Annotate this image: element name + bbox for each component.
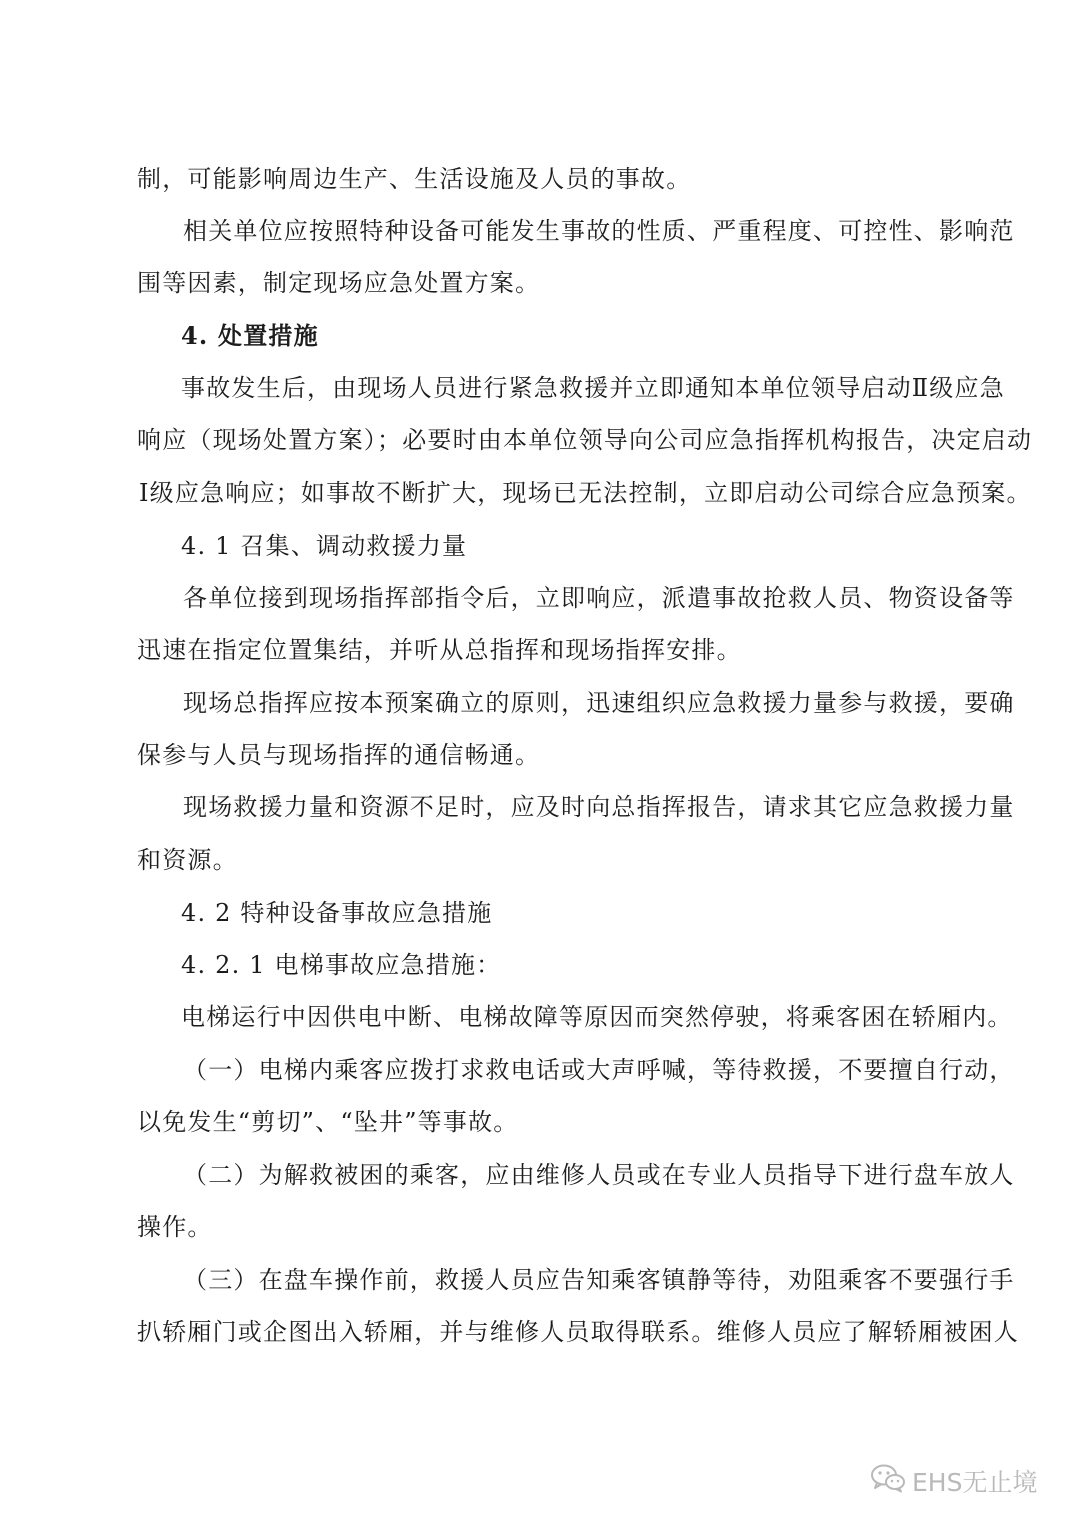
subsection-heading: 4. 2 特种设备事故应急措施: [181, 899, 493, 927]
text-line: 扒轿厢门或企图出入轿厢，并与维修人员取得联系。维修人员应了解轿厢被困人: [137, 1318, 1019, 1346]
text-line: 以免发生“剪切”、“坠井”等事故。: [137, 1108, 519, 1136]
watermark-text: EHS无止境: [912, 1468, 1038, 1497]
text-line: （三）在盘车操作前，救援人员应告知乘客镇静等待，劝阻乘客不要强行手: [183, 1266, 1015, 1294]
text-line: 现场救援力量和资源不足时，应及时向总指挥报告，请求其它应急救援力量: [183, 793, 1015, 821]
text-line: 事故发生后，由现场人员进行紧急救援并立即通知本单位领导启动Ⅱ级应急: [181, 374, 1005, 402]
wechat-icon: [870, 1463, 912, 1499]
text-line: 现场总指挥应按本预案确立的原则，迅速组织应急救援力量参与救援，要确: [183, 689, 1015, 717]
text-line: Ⅰ级应急响应；如事故不断扩大，现场已无法控制，立即启动公司综合应急预案。: [139, 479, 1032, 507]
text-line: 围等因素，制定现场应急处置方案。: [137, 269, 541, 297]
text-line: 迅速在指定位置集结，并听从总指挥和现场指挥安排。: [137, 636, 742, 664]
text-line: 保参与人员与现场指挥的通信畅通。: [137, 741, 541, 769]
subsection-heading: 4. 2. 1 电梯事故应急措施：: [181, 951, 502, 979]
text-line: 电梯运行中因供电中断、电梯故障等原因而突然停驶，将乘客困在轿厢内。: [181, 1003, 1013, 1031]
watermark: [870, 1463, 1037, 1499]
text-line: 各单位接到现场指挥部指令后，立即响应，派遣事故抢救人员、物资设备等: [183, 584, 1015, 612]
text-line: （二）为解救被困的乘客，应由维修人员或在专业人员指导下进行盘车放人: [183, 1161, 1015, 1189]
section-heading: 4. 处置措施: [181, 321, 319, 350]
subsection-heading: 4. 1 召集、调动救援力量: [181, 532, 468, 560]
text-line: 制，可能影响周边生产、生活设施及人员的事故。: [137, 165, 692, 193]
text-line: （一）电梯内乘客应拨打求救电话或大声呼喊，等待救援，不要擅自行动，: [183, 1056, 1015, 1084]
text-line: 响应（现场处置方案）；必要时由本单位领导向公司应急指挥机构报告，决定启动: [137, 426, 1033, 454]
text-line: 操作。: [137, 1213, 213, 1241]
text-line: 相关单位应按照特种设备可能发生事故的性质、严重程度、可控性、影响范: [183, 217, 1015, 245]
text-line: 和资源。: [137, 846, 238, 874]
